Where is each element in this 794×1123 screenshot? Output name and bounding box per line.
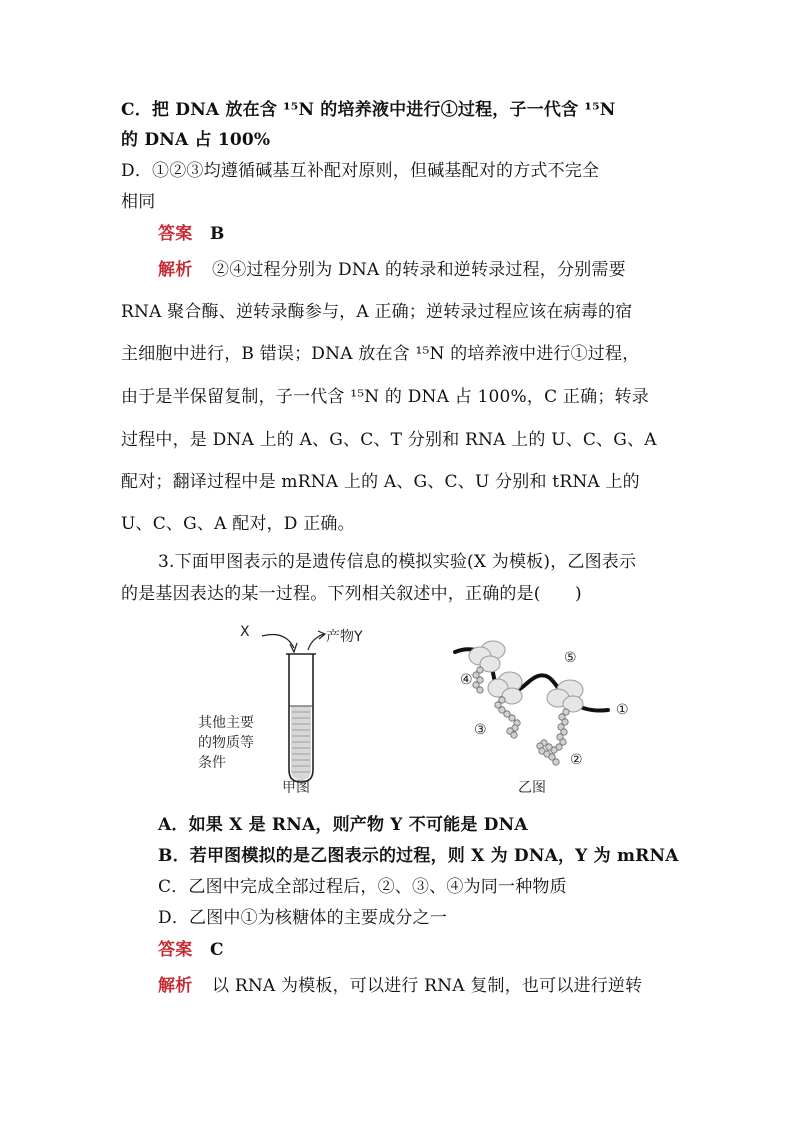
analysis-previous-line-3: 主细胞中进行，B 错误；DNA 放在含 ¹⁵N 的培养液中进行①过程，	[121, 344, 640, 364]
answer-previous: 答案 B	[158, 224, 225, 244]
analysis-previous-line-4: 由于是半保留复制，子一代含 ¹⁵N 的 DNA 占 100%，C 正确；转录	[121, 387, 649, 407]
label-3: ③	[474, 722, 487, 738]
tube-liquid	[291, 706, 311, 780]
x-label: X	[240, 624, 250, 640]
answer-label: 答案	[158, 224, 193, 244]
polypeptide-chain-4	[473, 667, 483, 693]
label-5: ⑤	[564, 650, 577, 666]
question-3-line-2: 的是基因表达的某一过程。下列相关叙述中，正确的是( )	[121, 584, 582, 604]
ribosome-1	[469, 641, 505, 672]
analysis-label: 解析	[158, 260, 193, 280]
option-a: A．如果 X 是 RNA，则产物 Y 不可能是 DNA	[158, 815, 528, 835]
analysis-previous-line-2: RNA 聚合酶、逆转录酶参与，A 正确；逆转录过程应该在病毒的宿	[121, 302, 633, 322]
x-arrow	[262, 635, 294, 649]
conditions-label-3: 条件	[198, 755, 226, 771]
polypeptide-chain-2	[537, 709, 569, 765]
label-4: ④	[460, 672, 473, 688]
option-d: D．乙图中①为核糖体的主要成分之一	[158, 908, 448, 928]
analysis-previous-line-7: U、C、G、A 配对，D 正确。	[121, 514, 355, 534]
answer-q3: 答案 C	[158, 940, 224, 960]
conditions-label-2: 的物质等	[198, 735, 254, 751]
option-b: B．若甲图模拟的是乙图表示的过程，则 X 为 DNA，Y 为 mRNA	[158, 846, 679, 866]
caption-yi: 乙图	[518, 780, 546, 796]
question-3-figure	[180, 620, 650, 805]
product-y-label: 产物Y	[326, 629, 363, 645]
analysis-previous-line-5: 过程中，是 DNA 上的 A、G、C、T 分别和 RNA 上的 U、C、G、A	[121, 430, 657, 450]
question-3-line-1: 3.下面甲图表示的是遗传信息的模拟实验(X 为模板)，乙图表示	[158, 552, 637, 572]
option-d-previous-line-2: 相同	[121, 192, 156, 212]
caption-jia: 甲图	[282, 780, 310, 796]
option-c-previous-line-1: C．把 DNA 放在含 ¹⁵N 的培养液中进行①过程，子一代含 ¹⁵N	[121, 100, 616, 120]
analysis-previous-line-6: 配对；翻译过程中是 mRNA 上的 A、G、C、U 分别和 tRNA 上的	[121, 472, 640, 492]
option-c: C．乙图中完成全部过程后，②、③、④为同一种物质	[158, 877, 567, 897]
conditions-label-1: 其他主要	[198, 715, 254, 731]
option-c-previous-line-2: 的 DNA 占 100%	[121, 130, 271, 150]
option-d-previous-line-1: D．①②③均遵循碱基互补配对原则，但碱基配对的方式不完全	[121, 161, 600, 181]
analysis-q3: 解析 以 RNA 为模板，可以进行 RNA 复制，也可以进行逆转	[158, 976, 643, 996]
ribosome-3	[547, 680, 583, 712]
analysis-previous-line-1: 解析 ②④过程分别为 DNA 的转录和逆转录过程，分别需要	[158, 260, 626, 280]
label-1: ①	[616, 702, 629, 718]
label-2: ②	[570, 752, 583, 768]
